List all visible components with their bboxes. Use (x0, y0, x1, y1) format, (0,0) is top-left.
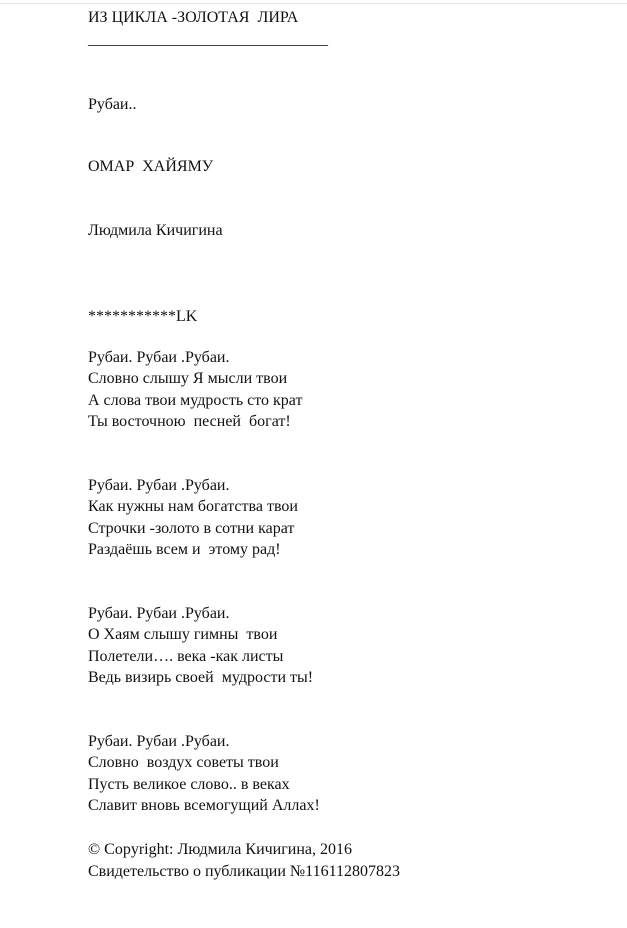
stanza-line: Рубаи. Рубаи .Рубаи. (88, 733, 230, 750)
stanza-line: Полетели…. века -как листы (88, 647, 284, 665)
stanza-3 (88, 603, 313, 689)
stanza-1 (88, 347, 302, 433)
stanza-line: Строчки -золото в сотни карат (88, 519, 295, 537)
poem-title: Рубаи.. (88, 96, 137, 113)
stanza-line: Пусть великое слово.. в веках (88, 775, 290, 793)
stanza-line: Как нужны нам богатства твои (88, 498, 298, 516)
stanza-line: Словно воздух советы твои (88, 754, 279, 772)
poem-dedication: ОМАР ХАЙЯМУ (88, 158, 214, 175)
top-divider (0, 3, 627, 4)
stanza-line: Рубаи. Рубаи .Рубаи. (88, 605, 230, 622)
stanza-2 (88, 475, 298, 561)
stanza-line: Ты восточною песней богат! (88, 413, 291, 431)
title-underline: ______________________________ (88, 31, 328, 48)
stanza-line: Раздаёшь всем и этому рад! (88, 541, 281, 559)
stanza-line: Ведь визирь своей мудрости ты! (88, 669, 314, 687)
stanza-line: О Хаям слышу гимны твои (88, 626, 278, 644)
poem-author: Людмила Кичигина (88, 222, 223, 239)
stanza-line: Славит вновь всемогущий Аллах! (88, 797, 320, 815)
publication-certificate: Свидетельство о публикации №116112807823 (88, 863, 400, 880)
stanza-line: Рубаи. Рубаи .Рубаи. (88, 477, 230, 494)
stanza-line: Рубаи. Рубаи .Рубаи. (88, 349, 230, 366)
stanza-line: Словно слышу Я мысли твои (88, 370, 288, 388)
stanza-4 (88, 731, 320, 817)
copyright-notice: © Copyright: Людмила Кичигина, 2016 (88, 841, 353, 858)
stanza-line: А слова твои мудрость сто крат (88, 391, 303, 409)
section-separator: ***********LK (88, 308, 198, 325)
cycle-title: ИЗ ЦИКЛА -ЗОЛОТАЯ ЛИРА (88, 9, 299, 26)
